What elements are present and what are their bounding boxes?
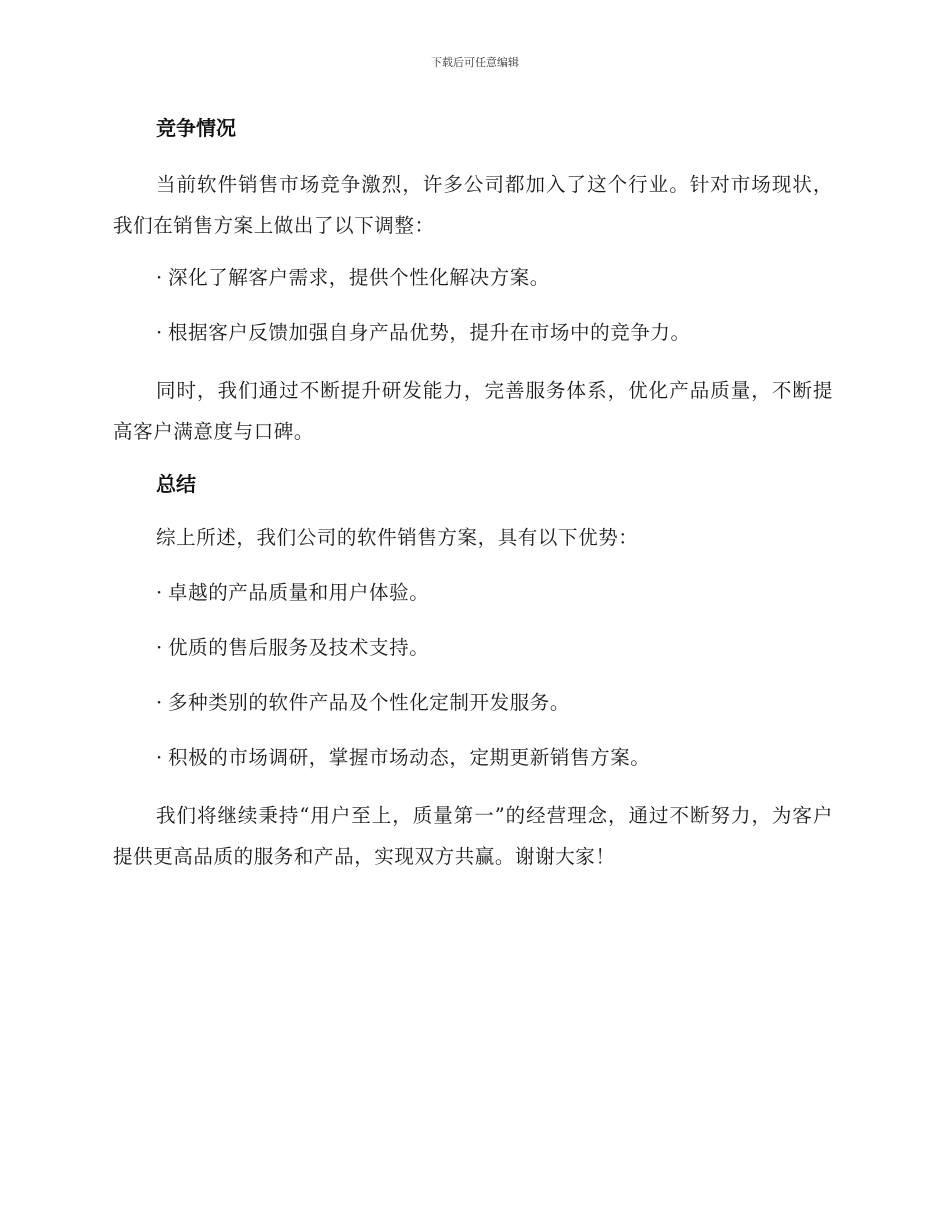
- document-body: [113, 110, 833, 891]
- competition-intro-paragraph: 当前软件销售市场竞争激烈，许多公司都加入了这个行业。针对市场现状，我们在销售方案上做出了以下调整：: [113, 173, 833, 237]
- list-item: [113, 315, 833, 351]
- bullet-dot: ·: [156, 636, 163, 659]
- list-item: [113, 740, 833, 776]
- list-item: [113, 630, 833, 666]
- section-heading-competition: 竞争情况: [156, 116, 236, 140]
- list-item: [113, 260, 833, 296]
- list-item-text: 深化了解客户需求，提供个性化解决方案。: [168, 266, 550, 289]
- bullet-dot: ·: [156, 581, 163, 604]
- competition-closing-paragraph: 同时，我们通过不断提升研发能力，完善服务体系，优化产品质量，不断提高客户满意度与口碑。: [113, 379, 833, 443]
- summary-intro-paragraph: 综上所述，我们公司的软件销售方案，具有以下优势：: [156, 526, 639, 549]
- list-item-text: 积极的市场调研，掌握市场动态，定期更新销售方案。: [168, 746, 651, 769]
- list-item-text: 根据客户反馈加强自身产品优势，提升在市场中的竞争力。: [168, 321, 691, 344]
- bullet-dot: ·: [156, 321, 163, 344]
- list-item: [113, 575, 833, 611]
- bullet-dot: ·: [156, 266, 163, 289]
- section-heading-summary: 总结: [156, 472, 196, 496]
- bullet-dot: ·: [156, 746, 163, 769]
- page-header: 下载后可任意编辑: [431, 56, 519, 69]
- list-item-text: 多种类别的软件产品及个性化定制开发服务。: [168, 691, 571, 714]
- list-item-text: 卓越的产品质量和用户体验。: [168, 581, 430, 604]
- summary-closing-paragraph: 我们将继续秉持“用户至上，质量第一”的经营理念，通过不断努力，为客户提供更高品质的服务和产品，实现双方共赢。谢谢大家！: [113, 804, 833, 868]
- list-item: [113, 685, 833, 721]
- bullet-dot: ·: [156, 691, 163, 714]
- list-item-text: 优质的售后服务及技术支持。: [168, 636, 430, 659]
